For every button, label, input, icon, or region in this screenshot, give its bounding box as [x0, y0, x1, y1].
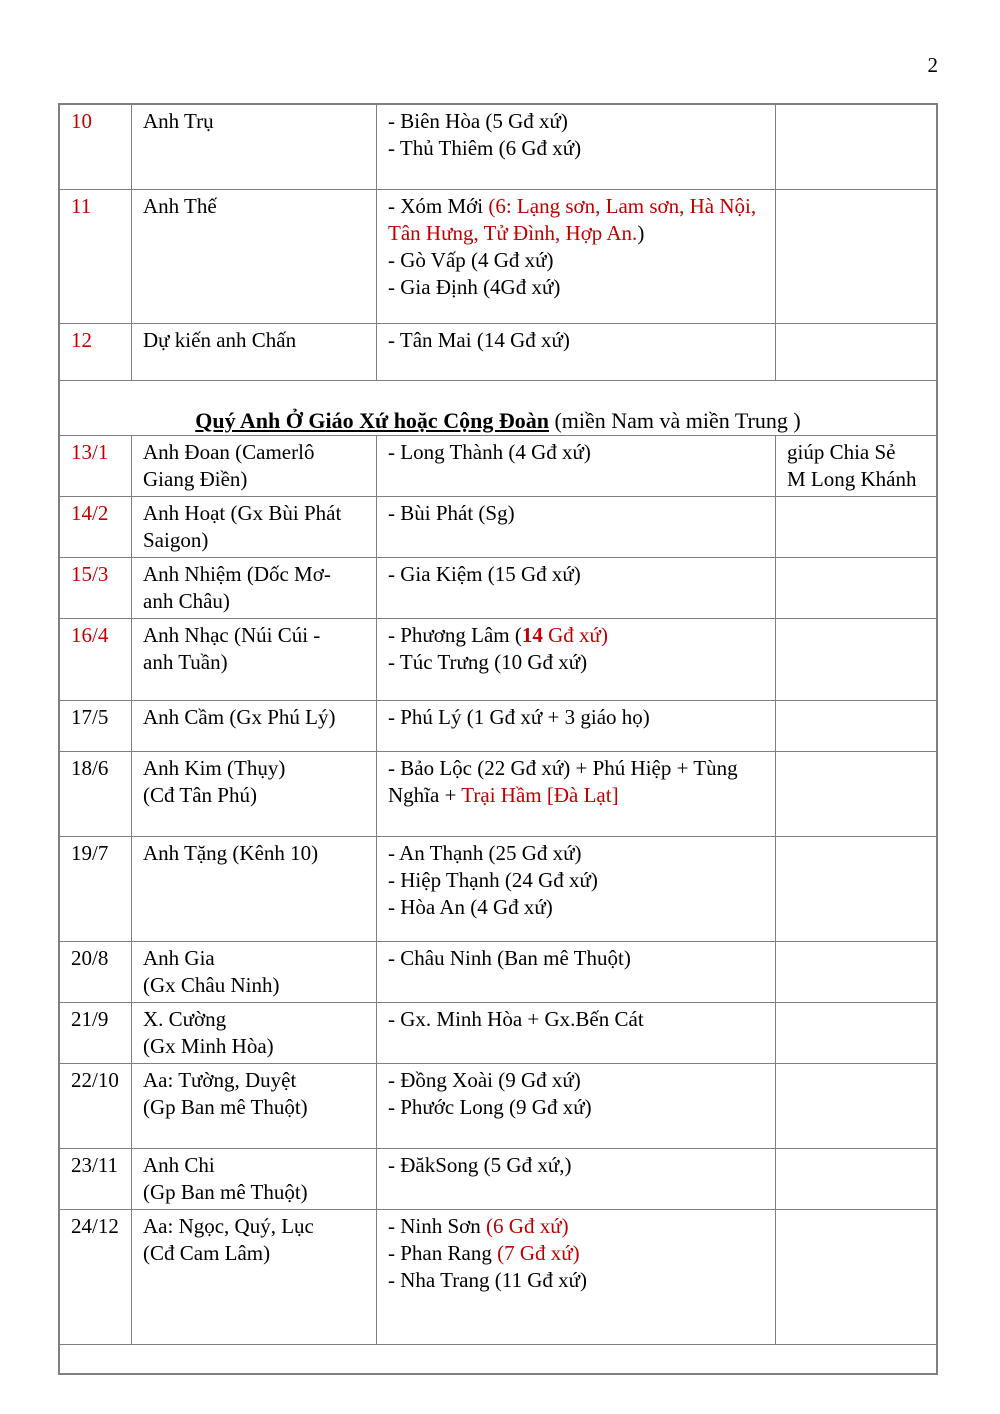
name-line: Anh Gia — [143, 946, 215, 970]
note-cell — [776, 105, 936, 189]
note-cell — [776, 1064, 936, 1148]
row-number-cell: 19/7 — [60, 837, 131, 941]
places-cell — [377, 1003, 775, 1063]
name-line: Anh Trụ — [143, 109, 214, 133]
empty-row — [60, 1345, 936, 1373]
row-number-cell: 16/4 — [60, 619, 131, 700]
note-cell — [776, 752, 936, 836]
row-number-cell: 23/11 — [60, 1149, 131, 1209]
section-title: Quý Anh Ở Giáo Xứ hoặc Cộng Đoàn — [195, 408, 549, 433]
table-row — [60, 436, 936, 496]
places-cell — [377, 1064, 775, 1148]
name-cell — [132, 1003, 376, 1063]
table-row — [60, 324, 936, 380]
row-number-cell: 20/8 — [60, 942, 131, 1002]
place-line: - Phương Lâm (14 Gđ xứ) — [388, 623, 608, 647]
name-line: Aa: Tường, Duyệt — [143, 1068, 297, 1092]
table-row — [60, 1210, 936, 1344]
name-line: Anh Kim (Thụy) — [143, 756, 286, 780]
places-cell — [377, 1149, 775, 1209]
places-cell — [377, 558, 775, 618]
section-header — [60, 381, 936, 435]
note-cell — [776, 190, 936, 323]
places-cell — [377, 701, 775, 751]
note-cell — [776, 436, 936, 496]
name-line: Anh Nhiệm (Dốc Mơ- — [143, 562, 331, 586]
name-cell — [132, 619, 376, 700]
name-cell — [132, 190, 376, 323]
place-line: - Phú Lý (1 Gđ xứ + 3 giáo họ) — [388, 705, 650, 729]
name-line: X. Cường — [143, 1007, 227, 1031]
places-cell — [377, 105, 775, 189]
place-line: - Gia Định (4Gđ xứ) — [388, 275, 561, 299]
place-line: - Bùi Phát (Sg) — [388, 501, 515, 525]
row-number-cell: 17/5 — [60, 701, 131, 751]
name-line: Anh Tặng (Kênh 10) — [143, 841, 319, 865]
name-line: Anh Nhạc (Núi Cúi - — [143, 623, 321, 647]
name-line: Dự kiến anh Chấn — [143, 328, 297, 352]
name-line: (Cđ Tân Phú) — [143, 783, 257, 807]
name-line: (Gx Châu Ninh) — [143, 973, 280, 997]
places-cell — [377, 619, 775, 700]
name-line: anh Tuần) — [143, 650, 228, 674]
name-line: (Cđ Cam Lâm) — [143, 1241, 271, 1265]
place-line: - Thủ Thiêm (6 Gđ xứ) — [388, 136, 582, 160]
table-row — [60, 1003, 936, 1063]
places-cell — [377, 1210, 775, 1344]
place-line: - Gò Vấp (4 Gđ xứ) — [388, 248, 554, 272]
places-cell — [377, 324, 775, 380]
place-line: - Đồng Xoài (9 Gđ xứ) — [388, 1068, 581, 1092]
name-line: anh Châu) — [143, 589, 230, 613]
section-subtitle: (miền Nam và miền Trung ) — [548, 408, 801, 433]
name-line: Anh Chi — [143, 1153, 215, 1177]
table-row — [60, 837, 936, 941]
name-cell — [132, 942, 376, 1002]
row-number-cell: 24/12 — [60, 1210, 131, 1344]
name-cell — [132, 1210, 376, 1344]
places-cell — [377, 436, 775, 496]
note-cell — [776, 558, 936, 618]
name-cell — [132, 105, 376, 189]
place-line: - Gia Kiệm (15 Gđ xứ) — [388, 562, 581, 586]
row-number-cell: 18/6 — [60, 752, 131, 836]
place-line: - Tân Mai (14 Gđ xứ) — [388, 328, 570, 352]
place-line: - An Thạnh (25 Gđ xứ) — [388, 841, 582, 865]
place-line: - Hòa An (4 Gđ xứ) — [388, 895, 553, 919]
name-cell — [132, 1064, 376, 1148]
name-line: Giang Điền) — [143, 467, 248, 491]
name-line: Anh Đoan (Camerlô — [143, 440, 315, 464]
name-line: (Gp Ban mê Thuột) — [143, 1180, 308, 1204]
row-number-cell: 12 — [60, 324, 131, 380]
note-line: giúp Chia Sẻ — [787, 440, 896, 464]
name-cell — [132, 436, 376, 496]
row-number-cell: 14/2 — [60, 497, 131, 557]
place-line: - Phan Rang (7 Gđ xứ) — [388, 1241, 580, 1265]
note-cell — [776, 497, 936, 557]
table-row — [60, 1149, 936, 1209]
row-number-cell: 11 — [60, 190, 131, 323]
places-cell — [377, 752, 775, 836]
place-line: - Nha Trang (11 Gđ xứ) — [388, 1268, 588, 1292]
row-number-cell: 21/9 — [60, 1003, 131, 1063]
name-line: Saigon) — [143, 528, 209, 552]
name-cell — [132, 701, 376, 751]
row-number-cell: 10 — [60, 105, 131, 189]
table-row — [60, 619, 936, 700]
table-row — [60, 752, 936, 836]
name-line: Anh Hoạt (Gx Bùi Phát — [143, 501, 342, 525]
row-number-cell: 22/10 — [60, 1064, 131, 1148]
note-cell — [776, 837, 936, 941]
name-line: Anh Thế — [143, 194, 217, 218]
place-line: - Bảo Lộc (22 Gđ xứ) + Phú Hiệp + Tùng Nghĩa + Trại Hầm [Đà Lạt] — [388, 756, 738, 807]
name-cell — [132, 1149, 376, 1209]
place-line: - Hiệp Thạnh (24 Gđ xứ) — [388, 868, 598, 892]
place-line: - Gx. Minh Hòa + Gx.Bến Cát — [388, 1007, 644, 1031]
table-row — [60, 190, 936, 323]
place-line: - Long Thành (4 Gđ xứ) — [388, 440, 591, 464]
place-line: - Phước Long (9 Gđ xứ) — [388, 1095, 592, 1119]
place-line: - Xóm Mới (6: Lạng sơn, Lam sơn, Hà Nội, Tân Hưng, Tử Đình, Hợp An.) — [388, 194, 757, 245]
note-cell — [776, 1149, 936, 1209]
name-line: (Gx Minh Hòa) — [143, 1034, 274, 1058]
page-number: 2 — [927, 53, 938, 77]
place-line: - Biên Hòa (5 Gđ xứ) — [388, 109, 568, 133]
note-line: M Long Khánh — [787, 467, 917, 491]
places-cell — [377, 837, 775, 941]
name-cell — [132, 558, 376, 618]
name-cell — [132, 752, 376, 836]
note-cell — [776, 701, 936, 751]
place-line: - Túc Trưng (10 Gđ xứ) — [388, 650, 588, 674]
row-number-cell: 13/1 — [60, 436, 131, 496]
table-row — [60, 558, 936, 618]
place-line: - Ninh Sơn (6 Gđ xứ) — [388, 1214, 569, 1238]
table-row — [60, 942, 936, 1002]
places-cell — [377, 190, 775, 323]
note-cell — [776, 324, 936, 380]
places-cell — [377, 942, 775, 1002]
table-row — [60, 1064, 936, 1148]
place-line: - Châu Ninh (Ban mê Thuột) — [388, 946, 631, 970]
name-cell — [132, 497, 376, 557]
place-line: - ĐăkSong (5 Gđ xứ,) — [388, 1153, 572, 1177]
places-cell — [377, 497, 775, 557]
name-line: (Gp Ban mê Thuột) — [143, 1095, 308, 1119]
row-number-cell: 15/3 — [60, 558, 131, 618]
table-row — [60, 497, 936, 557]
note-cell — [776, 942, 936, 1002]
note-cell — [776, 619, 936, 700]
note-cell — [776, 1210, 936, 1344]
name-cell — [132, 837, 376, 941]
name-cell — [132, 324, 376, 380]
table-row — [60, 701, 936, 751]
name-line: Aa: Ngọc, Quý, Lục — [143, 1214, 314, 1238]
table-row — [60, 105, 936, 189]
name-line: Anh Cầm (Gx Phú Lý) — [143, 705, 336, 729]
section-header-text — [195, 407, 800, 434]
note-cell — [776, 1003, 936, 1063]
assignments-table — [58, 103, 938, 1375]
